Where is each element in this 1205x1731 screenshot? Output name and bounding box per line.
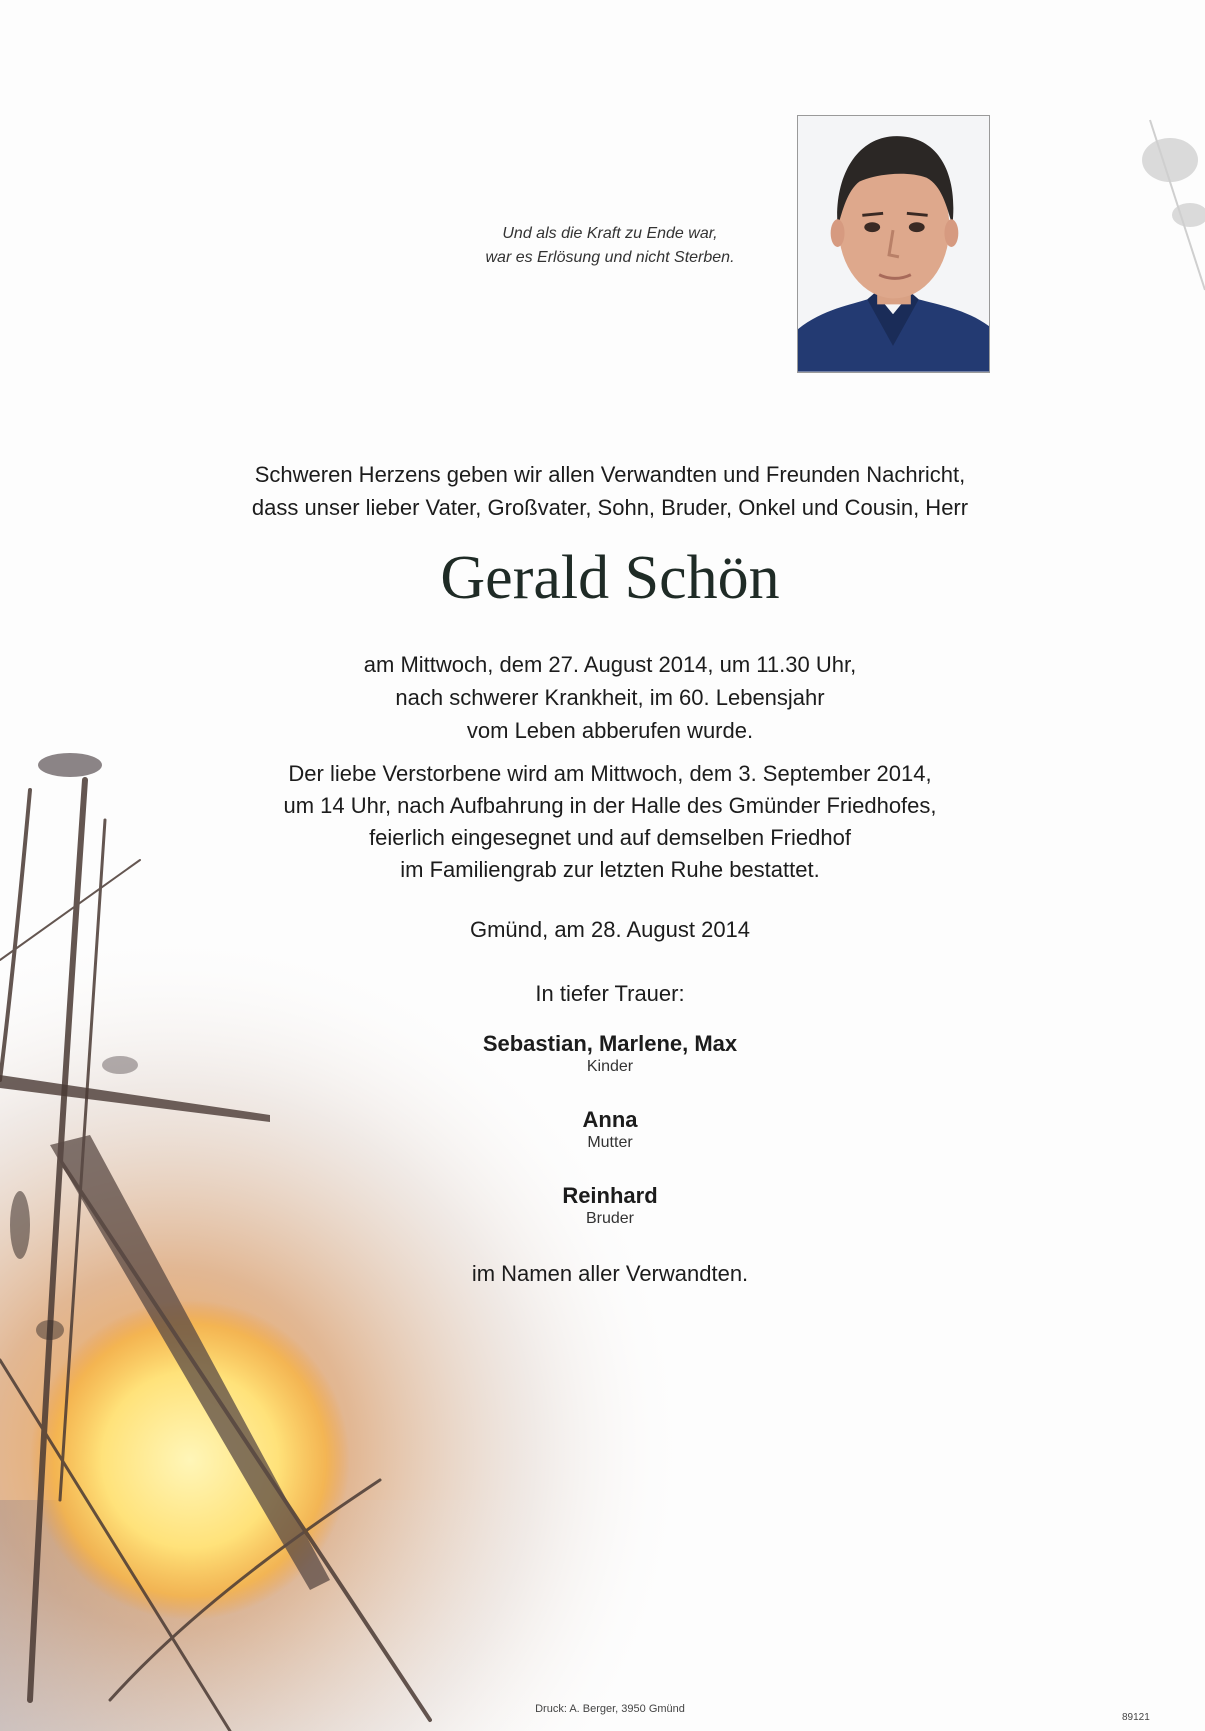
announcement-intro [0, 458, 1205, 524]
funeral-line: feierlich eingesegnet und auf demselben Friedhof [369, 825, 851, 850]
funeral-line: Der liebe Verstorbene wird am Mittwoch, dem 3. September 2014, [288, 761, 932, 786]
funeral-line: im Familiengrab zur letzten Ruhe bestattet. [400, 857, 820, 882]
funeral-notice [0, 758, 1205, 886]
motto-line: Und als die Kraft zu Ende war, [502, 225, 718, 242]
print-code: 89121 [1122, 1712, 1150, 1723]
mourning-heading: In tiefer Trauer: [535, 981, 685, 1006]
intro-line: dass unser lieber Vater, Großvater, Sohn, Bruder, Onkel und Cousin, Herr [251, 495, 969, 520]
portrait-image [798, 116, 989, 372]
death-line: nach schwerer Krankheit, im 60. Lebensjahr [395, 685, 825, 710]
mourner-entry [0, 1107, 1205, 1153]
motto-line: war es Erlösung und nicht Sterben. [485, 249, 735, 266]
mourner-relation: Mutter [587, 1134, 633, 1151]
place-date: Gmünd, am 28. August 2014 [469, 917, 751, 942]
printer-credit: Druck: A. Berger, 3950 Gmünd [535, 1703, 685, 1715]
mourner-entry [0, 1183, 1205, 1229]
mourner-names: Anna [582, 1107, 638, 1132]
funeral-line: um 14 Uhr, nach Aufbahrung in der Halle des Gmünder Friedhofes, [283, 793, 937, 818]
portrait-photo [797, 115, 990, 373]
closing-line: im Namen aller Verwandten. [471, 1261, 749, 1286]
mourner-entry [0, 1031, 1205, 1077]
mourner-relation: Bruder [585, 1210, 635, 1227]
deceased-name: Gerald Schön [440, 544, 780, 612]
death-line: am Mittwoch, dem 27. August 2014, um 11.30 Uhr, [363, 652, 857, 677]
death-line: vom Leben abberufen wurde. [466, 718, 754, 743]
motto-quote [400, 222, 820, 270]
intro-line: Schweren Herzens geben wir allen Verwandten und Freunden Nachricht, [254, 462, 966, 487]
mourner-names: Reinhard [562, 1183, 658, 1208]
mourner-relation: Kinder [586, 1058, 634, 1075]
mourner-names: Sebastian, Marlene, Max [482, 1031, 738, 1056]
death-notice [0, 648, 1205, 747]
